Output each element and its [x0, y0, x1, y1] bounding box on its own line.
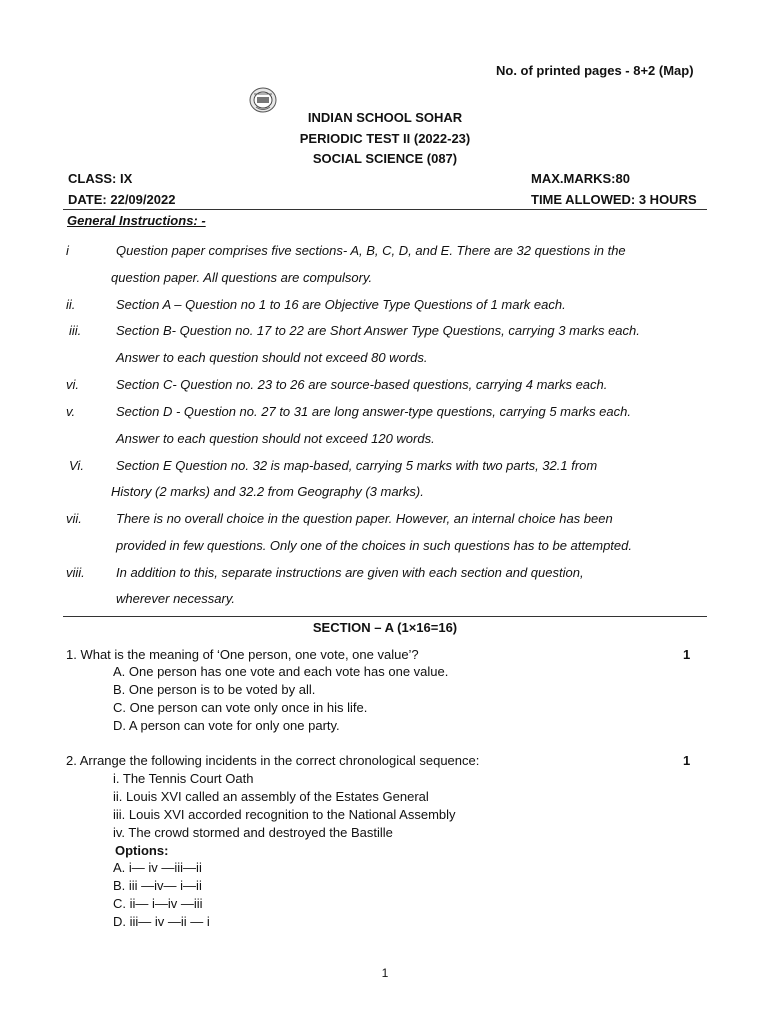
time-allowed: TIME ALLOWED: 3 HOURS — [531, 192, 697, 207]
instruction-number: ii. — [66, 297, 76, 312]
question-2-item: i. The Tennis Court Oath — [113, 771, 254, 786]
section-a-title: SECTION – A (1×16=16) — [312, 620, 458, 635]
instruction-line: History (2 marks) and 32.2 from Geography (3 marks). — [111, 484, 424, 499]
question-2-options-label: Options: — [115, 843, 169, 858]
question-2-item: ii. Louis XVI called an assembly of the Estates General — [113, 789, 429, 804]
instruction-number: viii. — [66, 565, 85, 580]
max-marks: MAX.MARKS:80 — [531, 171, 630, 186]
instruction-line: Section D - Question no. 27 to 31 are long answer-type questions, carrying 5 marks each. — [116, 404, 631, 419]
instruction-line: Answer to each question should not exceed 120 words. — [116, 431, 435, 446]
question-2-text: 2. Arrange the following incidents in the correct chronological sequence: — [66, 753, 480, 768]
header-divider — [63, 209, 707, 210]
question-1-option: D. A person can vote for only one party. — [113, 718, 340, 733]
question-2-option: D. iii— iv —ii — i — [113, 914, 210, 929]
instruction-line: Section C- Question no. 23 to 26 are source-based questions, carrying 4 marks each. — [116, 377, 608, 392]
school-name: INDIAN SCHOOL SOHAR — [307, 110, 463, 125]
question-2-marks: 1 — [683, 753, 691, 768]
question-1-marks: 1 — [683, 647, 691, 662]
question-2-item: iv. The crowd stormed and destroyed the Bastille — [113, 825, 393, 840]
subject-title: SOCIAL SCIENCE (087) — [312, 151, 458, 166]
instruction-number: vi. — [66, 377, 79, 392]
instruction-line: Section E Question no. 32 is map-based, carrying 5 marks with two parts, 32.1 from — [116, 458, 598, 473]
question-2-option: C. ii— i—iv —iii — [113, 896, 203, 911]
instruction-line: Answer to each question should not exceed 80 words. — [116, 350, 428, 365]
instruction-number: v. — [66, 404, 76, 419]
instruction-number: i — [66, 243, 69, 258]
printed-pages-note: No. of printed pages - 8+2 (Map) — [496, 63, 694, 78]
instruction-line: question paper. All questions are compulsory. — [111, 270, 373, 285]
test-title: PERIODIC TEST II (2022-23) — [299, 131, 471, 146]
instruction-number: vii. — [66, 511, 82, 526]
instruction-line: In addition to this, separate instructions are given with each section and question, — [116, 565, 584, 580]
question-1-option: B. One person is to be voted by all. — [113, 682, 316, 697]
page-number: 1 — [381, 966, 389, 980]
instruction-number: Vi. — [69, 458, 84, 473]
instruction-line: provided in few questions. Only one of the choices in such questions has to be attempted. — [116, 538, 632, 553]
instruction-line: Section A – Question no 1 to 16 are Objective Type Questions of 1 mark each. — [116, 297, 566, 312]
question-1-option: A. One person has one vote and each vote has one value. — [113, 664, 449, 679]
section-divider — [63, 616, 707, 617]
instructions-title: General Instructions: - — [67, 213, 206, 228]
instruction-line: There is no overall choice in the question paper. However, an internal choice has been — [116, 511, 613, 526]
class-label: CLASS: IX — [68, 171, 133, 186]
instruction-number: iii. — [69, 323, 82, 338]
instruction-line: Section B- Question no. 17 to 22 are Short Answer Type Questions, carrying 3 marks each. — [116, 323, 640, 338]
question-2-item: iii. Louis XVI accorded recognition to the National Assembly — [113, 807, 456, 822]
question-1-text: 1. What is the meaning of ‘One person, one vote, one value’? — [66, 647, 419, 662]
instruction-line: wherever necessary. — [116, 591, 235, 606]
question-2-option: B. iii —iv— i—ii — [113, 878, 202, 893]
date-label: DATE: 22/09/2022 — [68, 192, 176, 207]
instruction-line: Question paper comprises five sections- A, B, C, D, and E. There are 32 questions in the — [116, 243, 626, 258]
question-1-option: C. One person can vote only once in his life. — [113, 700, 368, 715]
question-2-option: A. i— iv —iii—ii — [113, 860, 202, 875]
